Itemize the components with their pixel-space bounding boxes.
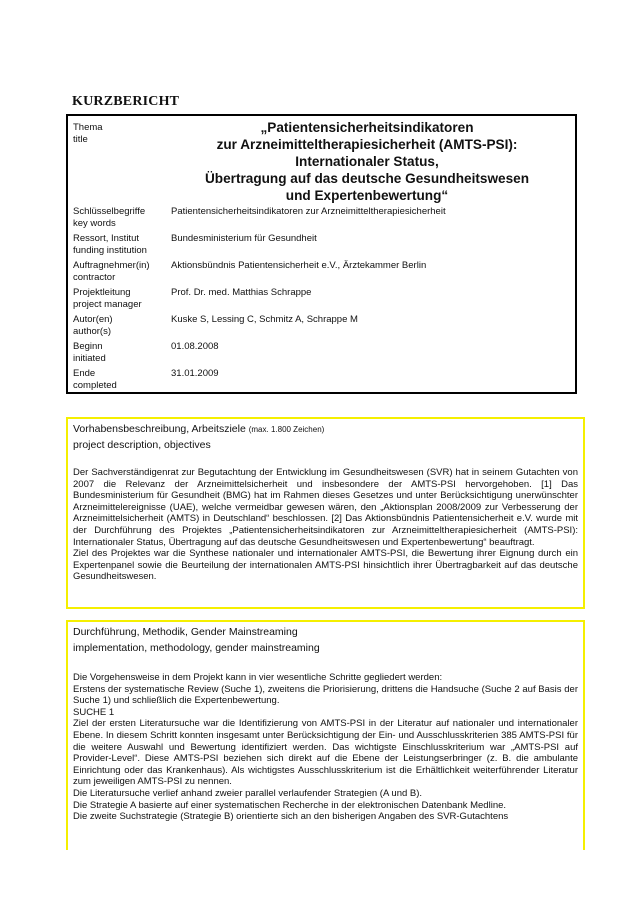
contractor-label: Auftragnehmer(in) contractor <box>73 260 150 283</box>
keywords-label: Schlüsselbegriffe key words <box>73 206 146 229</box>
authors-value: Kuske S, Lessing C, Schmitz A, Schrappe M <box>171 314 358 325</box>
section-implementation <box>66 620 585 850</box>
section2-paragraph: Ziel der ersten Literatursuche war die Identifizierung von AMTS-PSI in der Literatur auf nationaler und internationaler Ebene. In diesem Schritt konnten insgesamt unter Berücksichtigung der Ein- und Ausschlusskriterien 385 AMTS-PSI für die weitere Auswahl und Bewertung identifiziert werden. Das wichtigste Einschlusskriterium war „AMTS-PSI auf Provider-Level“. Diese AMTS-PSI beziehen sich direkt auf die Ebene der Leistungserbringer (z. B. die ambulante Einrichtung oder das Krankenhaus). Als wichtigstes Ausschlusskriterium ist die Erhältlichkeit weiterführender Literatur zum jeweiligen AMTS-PSI zu nennen. <box>73 718 578 788</box>
report-heading: KURZBERICHT <box>72 94 180 109</box>
section2-title-de: Durchführung, Methodik, Gender Mainstreaming <box>73 626 298 638</box>
manager-label: Projektleitung project manager <box>73 287 142 310</box>
initiated-label: Beginn initiated <box>73 341 106 364</box>
section1-paragraph: Der Sachverständigenrat zur Begutachtung der Entwicklung im Gesundheitswesen (SVR) hat in seinem Gutachten von 2007 die Relevanz der Arzneimittelsicherheit und insbesondere der AMTS-PSI hervorgehoben. [1] Das Bundesministerium für Gesundheit (BMG) hat im Rahmen dieses Gesetzes und unter Berücksichtigung unerwünschter Arzneimittelereignisse (UAE), welche vermeidbar gewesen wären, den „Aktionsplan 2008/2009 zur Verbesserung der Arzneimittelsicherheit (AMTS) in Deutschland“ beschlossen. [2] Das Aktionsbündnis Patientensicherheit e.V. wurde mit der Durchführung des Projektes „Patientensicherheitsindikatoren zur Arzneimitteltherapiesicherheit (AMTS-PSI): Internationaler Status, Übertragung auf das deutsche Gesundheitswesen und Expertenbewertung“ beauftragt. <box>73 467 578 548</box>
section2-paragraph: Die Vorgehensweise in dem Projekt kann in vier wesentliche Schritte gegliedert werden: <box>73 672 443 683</box>
metadata-table <box>66 114 577 394</box>
completed-value: 31.01.2009 <box>171 368 219 379</box>
section1-title-de: Vorhabensbeschreibung, Arbeitsziele (max. 1.800 Zeichen) <box>73 423 325 435</box>
manager-value: Prof. Dr. med. Matthias Schrappe <box>171 287 312 298</box>
funding-value: Bundesministerium für Gesundheit <box>171 233 317 244</box>
section2-paragraph: Die Strategie A basierte auf einer systematischen Recherche in der elektronischen Datenbank Medline. <box>73 799 507 811</box>
section2-paragraph: Die Literatursuche verlief anhand zweier parallel verlaufender Strategien (A und B). <box>73 787 423 799</box>
section2-subheading: SUCHE 1 <box>73 706 115 718</box>
section2-paragraph: Die zweite Suchstrategie (Strategie B) orientierte sich an den bisherigen Angaben des SVR-Gutachtens <box>73 811 509 823</box>
section1-body <box>73 467 578 583</box>
contractor-value: Aktionsbündnis Patientensicherheit e.V., Ärztekammer Berlin <box>171 260 427 271</box>
section1-paragraph: Ziel des Projektes war die Synthese nationaler und internationaler AMTS-PSI, die Bewertung ihrer Eignung durch ein Expertenpanel sowie die Beurteilung der internationalen AMTS-PSI hinsichtlich ihrer Übertragbarkeit auf das deutsche Gesundheitswesen. <box>73 548 578 583</box>
section2-paragraph: Erstens der systematische Review (Suche 1), zweitens die Priorisierung, drittens die Handsuche (Suche 2 auf Basis der Suche 1) und schließlich die Expertenbewertung. <box>73 683 578 707</box>
section-project-description <box>66 417 585 609</box>
initiated-value: 01.08.2008 <box>171 341 219 352</box>
completed-label: Ende completed <box>73 368 117 391</box>
section2-title-en: implementation, methodology, gender mainstreaming <box>73 642 320 654</box>
thema-label: Thema title <box>73 122 103 145</box>
section1-title-en: project description, objectives <box>73 439 211 451</box>
keywords-value: Patientensicherheitsindikatoren zur Arzneimitteltherapiesicherheit <box>171 206 446 217</box>
authors-label: Autor(en) author(s) <box>73 314 113 337</box>
funding-label: Ressort, Institut funding institution <box>73 233 147 256</box>
section2-body <box>73 672 578 823</box>
project-title: „Patientensicherheitsindikatoren zur Arzneimitteltherapiesicherheit (AMTS-PSI): Internationaler Status, Übertragung auf das deutsche Gesundheitswesen und Expertenbewertung“ <box>204 120 530 203</box>
section1-title-note: (max. 1.800 Zeichen) <box>248 425 325 434</box>
